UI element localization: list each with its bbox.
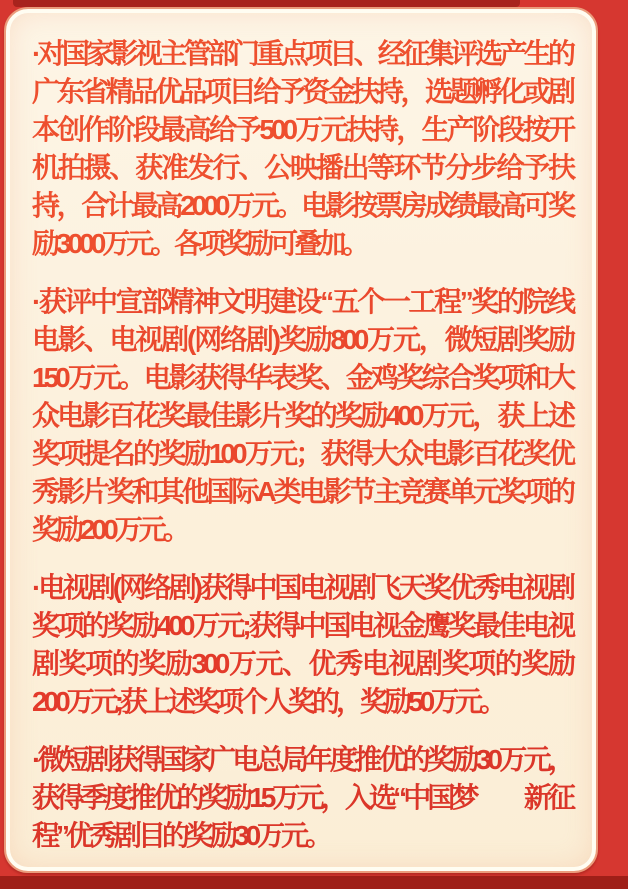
- bottom-border-band: [0, 876, 628, 889]
- body-text-line: 广东省精品优品项目给予资金扶持，选题孵化或剧: [32, 76, 572, 107]
- paragraph-micro-drama-rewards: [32, 741, 572, 855]
- body-text-line: 电影、电视剧(网络剧)奖励800万元，微短剧奖励: [32, 324, 572, 355]
- body-text-line: 持，合计最高2000万元。电影按票房成绩最高可奖: [32, 190, 572, 221]
- body-text-line: ·对国家影视主管部门重点项目、经征集评选产生的: [32, 38, 572, 69]
- reward-policy-card: [4, 7, 598, 873]
- body-text-line: 奖项提名的奖励100万元；获得大众电影百花奖优: [32, 438, 572, 469]
- top-banner-edge: [13, 0, 520, 7]
- body-text-line: ·微短剧获得国家广电总局年度推优的奖励30万元，: [32, 744, 572, 775]
- body-text-line: 获得季度推优的奖励15万元，入选“中国梦 新征: [32, 782, 572, 813]
- body-text-line: 奖项的奖励400万元;获得中国电视金鹰奖最佳电视: [32, 610, 572, 641]
- body-text-line: ·获评中宣部精神文明建设“五个一工程”奖的院线: [32, 286, 572, 317]
- paragraph-tv-drama-rewards: [32, 569, 572, 721]
- body-text-line: 程”优秀剧目的奖励30万元。: [32, 820, 330, 851]
- body-text-line: 奖励200万元。: [32, 514, 187, 545]
- body-text-line: ·电视剧(网络剧)获得中国电视剧飞天奖优秀电视剧: [32, 572, 572, 603]
- body-text-line: 机拍摄、获准发行、公映播出等环节分步给予扶: [32, 152, 572, 183]
- body-text-line: 励3000万元。各项奖励可叠加。: [32, 228, 367, 259]
- body-text-line: 众电影百花奖最佳影片奖的奖励400万元，获上述: [32, 400, 572, 431]
- body-text-line: 150万元。电影获得华表奖、金鸡奖综合奖项和大: [32, 362, 572, 393]
- body-text-line: 200万元;获上述奖项个人奖的，奖励50万元。: [32, 686, 504, 717]
- paragraph-film-funding: [32, 35, 572, 263]
- paragraph-award-rewards: [32, 283, 572, 549]
- body-text-line: 秀影片奖和其他国际A类电影节主竞赛单元奖项的: [32, 476, 572, 507]
- body-text-line: 本创作阶段最高给予500万元扶持，生产阶段按开: [32, 114, 572, 145]
- body-text-line: 剧奖项的奖励300万元、优秀电视剧奖项的奖励: [32, 648, 572, 679]
